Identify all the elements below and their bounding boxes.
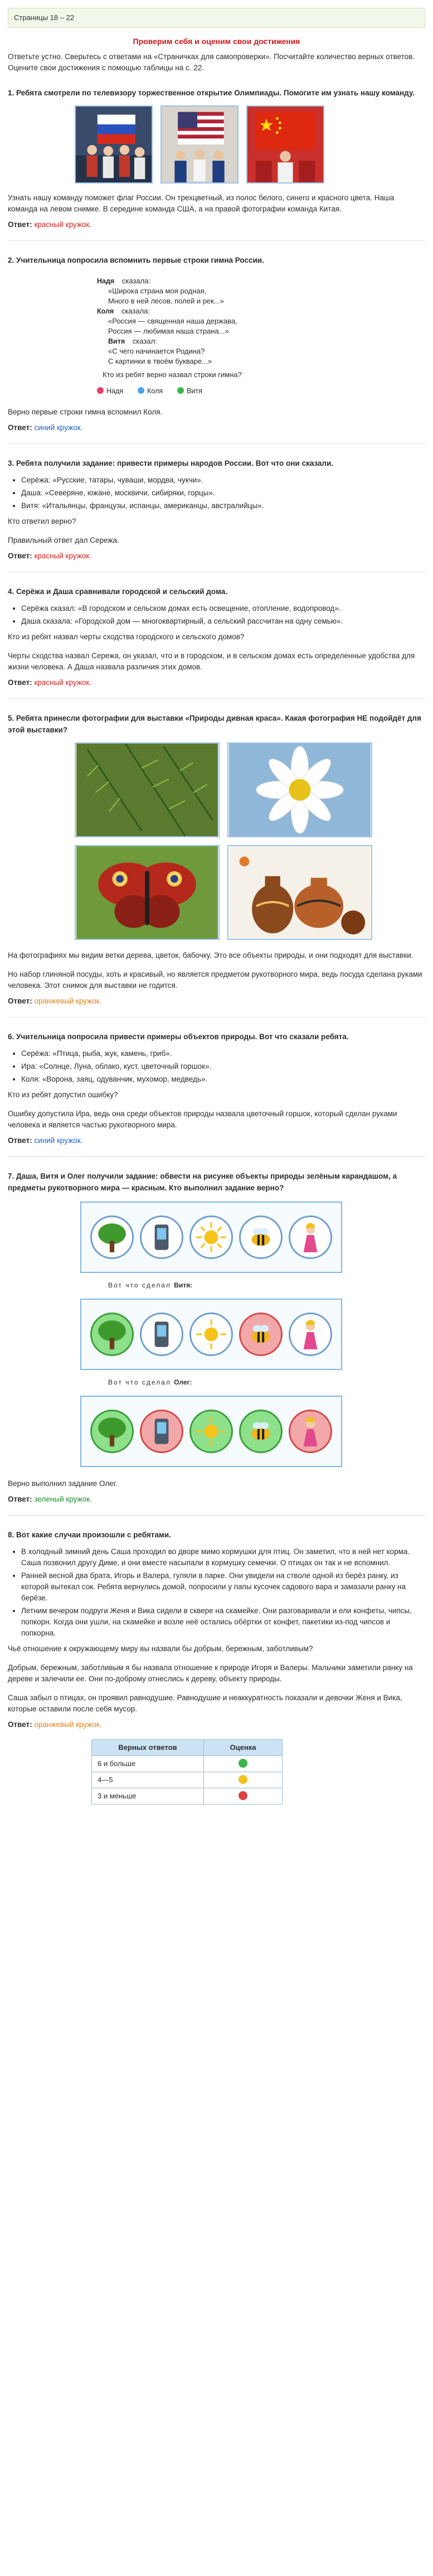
list-item: • Серёжа: «Русские, татары, чуваши, мордва, чукчи». — [21, 475, 425, 486]
list-item: • Летним вечером подруги Женя и Вика сидели в сквере на скамейке. Они разговаривали и ели конфеты, чипсы, попкорн. Когда они ушли, на скамейке и возле неё остались обёртки от конфет, пакетики из-под чипсов и попкорна. — [21, 1605, 425, 1639]
list-item: • Ира: «Солнце, Луна, облако, куст, цветочный горшок». — [21, 1061, 425, 1072]
divider — [8, 1515, 425, 1516]
table-header-row — [92, 1740, 283, 1756]
list-item: • Серёжа сказал: «В городском и сельском домах есть освещение, отопление, водопровод». — [21, 603, 425, 614]
legend-label: Надя — [106, 387, 124, 395]
said-text: сказала: — [121, 277, 151, 285]
answer-value: красный кружок. — [34, 552, 91, 560]
task-picture-oleg — [80, 1396, 342, 1467]
circle-sun[interactable] — [189, 1410, 233, 1453]
photo-china-team[interactable] — [246, 105, 324, 184]
q8-answer — [8, 1719, 425, 1730]
caption-name: Витя: — [174, 1281, 193, 1289]
q8-explanation-2: Саша забыл о птицах, он проявил равнодушие. Равнодушие и неаккуратность показали и девочки Женя и Вика, которые оставили после себя мусор. — [8, 1694, 402, 1713]
exhibition-photos — [75, 742, 425, 940]
q1-explanation: Узнать нашу команду поможет флаг России. Он трехцветный, из полос белого, синего и красного цвета. Наша команда на левом снимке. В середине команда США, а на правой фотографии команда Китая. — [8, 194, 395, 213]
q3-prompt: Кто ответил верно? — [8, 517, 76, 525]
oleg-caption — [108, 1377, 425, 1388]
column-header: Верных ответов — [92, 1740, 204, 1756]
column-header: Оценка — [204, 1740, 283, 1756]
vitya-caption — [108, 1280, 425, 1291]
answer-label: Ответ: — [8, 1720, 32, 1729]
q3-list — [8, 475, 425, 512]
anthem-poem — [97, 276, 425, 380]
question-1: 1. Ребята смотрели по телевизору торжественное открытие Олимпиады. Помогите им узнать нашу команду. — [8, 89, 415, 97]
list-item: • В холодный зимний день Саша проходил во дворе мимо кормушки для птиц. Он заметил, что в ней нет корма. Саша позвонил другу Диме, и они вместе насыпали в кормушку семечки. О птицах он так и не вспомнил. — [21, 1546, 425, 1569]
question-5: 5. Ребята принесли фотографии для выставки «Природы дивная краса». Какая фотография НЕ подойдёт для этой выставки? — [8, 714, 421, 734]
flower-icon — [228, 744, 371, 836]
red-face-icon — [239, 1791, 247, 1800]
table-cell — [204, 1756, 283, 1772]
bee-icon — [244, 1317, 278, 1352]
doll-icon — [293, 1414, 328, 1449]
speaker-kolya: Коля — [97, 307, 114, 315]
q2-explanation: Верно первые строки гимна вспомнил Коля. — [8, 408, 163, 416]
circle-phone[interactable] — [140, 1215, 183, 1259]
green-dot-icon — [177, 387, 184, 394]
q7-answer — [8, 1494, 425, 1505]
q4-answer — [8, 677, 425, 688]
photo-usa-team[interactable] — [160, 105, 239, 184]
answer-value: синий кружок. — [34, 423, 83, 432]
photo-flower[interactable] — [227, 742, 372, 837]
pink-dot-icon — [97, 387, 104, 394]
bottom-spacer — [8, 1805, 425, 1827]
divider — [8, 1156, 425, 1157]
answer-label: Ответ: — [8, 423, 32, 432]
answer-label: Ответ: — [8, 1136, 32, 1145]
list-item: • Серёжа: «Птица, рыба, жук, камень, гриб». — [21, 1048, 425, 1059]
photo-butterfly[interactable] — [75, 845, 220, 940]
sun-icon — [194, 1414, 228, 1449]
page-title: Проверим себя и оценим свои достижения — [133, 37, 300, 46]
question-4: 4. Серёжа и Даша сравнивали городской и сельский дома. — [8, 587, 228, 596]
table-row — [92, 1756, 283, 1772]
legend-nadya[interactable] — [97, 385, 123, 397]
poem-line: Много в ней лесов, полей и рек...» — [108, 297, 224, 305]
pages-range: Страницы 18 – 22 — [8, 8, 425, 28]
poem-line: «С чего начинается Родина? — [108, 347, 205, 355]
tree-icon — [95, 1317, 129, 1352]
table-cell — [204, 1772, 283, 1788]
circle-doll[interactable] — [289, 1410, 332, 1453]
pottery-icon — [228, 846, 371, 939]
q5-answer — [8, 996, 425, 1007]
score-table — [91, 1739, 283, 1805]
bee-icon — [244, 1220, 278, 1255]
sun-icon — [194, 1220, 228, 1255]
question-6: 6. Учительница попросила привести примеры объектов природы. Вот что сказали ребята. — [8, 1033, 349, 1041]
photo-russia-team[interactable] — [75, 105, 153, 184]
circle-sun[interactable] — [189, 1313, 233, 1356]
circle-bee[interactable] — [239, 1215, 283, 1259]
q8-explanation-1: Добрым, бережным, заботливым я бы назвала отношение к природе Игоря и Валеры. Мальчики заметили ранку на дереве и залечили ее. Они по-доброму отнеслись к дереву, объекту природы. — [8, 1663, 413, 1683]
circle-sun[interactable] — [189, 1215, 233, 1259]
q5-explanation-2: Но набор глиняной посуды, хоть и красивый, но является предметом рукотворного мира, ведь посуда сделана руками человека. Этот снимок для выставки не годится. — [8, 970, 422, 990]
q3-answer — [8, 551, 425, 562]
answer-label: Ответ: — [8, 1495, 32, 1503]
phone-icon — [144, 1317, 179, 1352]
q2-answer — [8, 422, 425, 433]
task-picture-blank — [80, 1202, 342, 1273]
q3-explanation: Правильный ответ дал Сережа. — [8, 536, 119, 544]
table-cell: 3 и меньше — [92, 1788, 204, 1805]
tree-icon — [95, 1414, 129, 1449]
q6-list — [8, 1048, 425, 1085]
photo-clay-pottery[interactable] — [227, 845, 372, 940]
legend-label: Витя — [187, 387, 202, 395]
answer-legend — [97, 385, 425, 397]
said-text: сказал: — [132, 337, 157, 345]
q6-prompt: Кто из ребят допустил ошибку? — [8, 1091, 118, 1099]
answer-label: Ответ: — [8, 997, 32, 1005]
circle-phone[interactable] — [140, 1410, 183, 1453]
tree-icon — [95, 1220, 129, 1255]
answer-value: красный кружок. — [34, 678, 91, 687]
green-face-icon — [239, 1759, 247, 1768]
q8-list — [8, 1546, 425, 1639]
doll-icon — [293, 1317, 328, 1352]
circle-bee[interactable] — [239, 1410, 283, 1453]
answer-value: синий кружок. — [34, 1136, 83, 1145]
table-row — [92, 1788, 283, 1805]
q4-list — [8, 603, 425, 627]
sun-icon — [194, 1317, 228, 1352]
blue-dot-icon — [138, 387, 144, 394]
bee-icon — [244, 1414, 278, 1449]
circle-bee[interactable] — [239, 1313, 283, 1356]
answer-label: Ответ: — [8, 220, 32, 229]
butterfly-icon — [76, 846, 218, 939]
olympic-photos — [75, 105, 425, 184]
q7-explanation: Верно выполнил задание Олег. — [8, 1479, 118, 1488]
answer-value: оранжевый кружок. — [34, 1720, 102, 1729]
table-row — [92, 1772, 283, 1788]
answer-label: Ответ: — [8, 552, 32, 560]
phone-icon — [144, 1414, 179, 1449]
question-3: 3. Ребята получили задание: привести примеры народов России. Вот что они сказали. — [8, 459, 334, 467]
table-cell: 6 и больше — [92, 1756, 204, 1772]
legend-vitya[interactable] — [177, 385, 202, 397]
answer-label: Ответ: — [8, 678, 32, 687]
poem-line: С картинки в твоём букваре...» — [108, 357, 212, 365]
caption-prefix: Вот что сделал — [108, 1281, 171, 1289]
list-item: • Даша: «Северяне, южане, москвичи, сибиряки, горцы». — [21, 488, 425, 499]
list-item: • Коля: «Ворона, заяц, одуванчик, мухомор, медведь». — [21, 1074, 425, 1085]
circle-phone[interactable] — [140, 1313, 183, 1356]
table-cell: 4—5 — [92, 1772, 204, 1788]
answer-value: красный кружок. — [34, 220, 91, 229]
fir-branch-icon — [76, 744, 218, 836]
question-2: 2. Учительница попросила вспомнить первые строки гимна России. — [8, 256, 264, 264]
poem-question: Кто из ребят верно назвал строки гимна? — [103, 370, 242, 379]
legend-label: Коля — [147, 387, 163, 395]
page — [0, 8, 433, 1827]
divider — [8, 240, 425, 241]
speaker-nadya: Надя — [97, 277, 115, 285]
circle-doll[interactable] — [289, 1215, 332, 1259]
list-item: • Ранней весной два брата, Игорь и Валера, гуляли в парке. Они увидели на стволе одной из берёз ранку, из которой вытекал сок. Ребята вернулись домой, попросили у папы кусочек садового вара и замазали ранку на берёзе. — [21, 1570, 425, 1604]
q4-explanation: Черты сходства назвал Сережа, он указал, что и в городском, и в сельском домах есть определенные удобства для жизни человека. А Даша назвала различия этих домов. — [8, 652, 415, 671]
question-8: 8. Вот какие случаи произошли с ребятами. — [8, 1531, 171, 1539]
doll-icon — [293, 1220, 328, 1255]
list-item: • Витя: «Итальянцы, французы, испанцы, американцы, австралийцы». — [21, 500, 425, 512]
task-picture-vitya — [80, 1299, 342, 1370]
yellow-face-icon — [239, 1775, 247, 1784]
circle-tree[interactable] — [90, 1215, 134, 1259]
list-item: • Даша сказала: «Городской дом — многоквартирный, а сельский рассчитан на одну семью». — [21, 616, 425, 627]
photo-fir-branches[interactable] — [75, 742, 220, 837]
circle-doll[interactable] — [289, 1313, 332, 1356]
q8-prompt: Чьё отношение к окружающему миру вы назвали бы добрым, бережным, заботливым? — [8, 1644, 313, 1653]
divider — [8, 698, 425, 699]
caption-prefix: Вот что сделал — [108, 1378, 171, 1386]
q6-explanation: Ошибку допустила Ира, ведь она среди объектов природы назвала цветочный горшок, который сделан руками человека и является частью рукотворного мира. — [8, 1109, 397, 1129]
said-text: сказала: — [121, 307, 150, 315]
intro-text: Ответьте устно. Сверьтесь с ответами на «Страничках для самопроверки». Посчитайте количество верных ответов. Оцените свои достижения с помощью таблицы на с. 22. — [8, 52, 415, 72]
russia-flag-photo-icon — [76, 107, 152, 182]
circle-tree[interactable] — [90, 1313, 134, 1356]
q1-answer — [8, 219, 425, 230]
table-cell — [204, 1788, 283, 1805]
china-flag-photo-icon — [247, 107, 323, 182]
answer-value: оранжевый кружок. — [34, 997, 102, 1005]
poem-line: Россия — любимая наша страна...» — [108, 327, 229, 335]
legend-kolya[interactable] — [138, 385, 163, 397]
caption-name: Олег: — [174, 1378, 192, 1386]
q6-answer — [8, 1135, 425, 1146]
phone-icon — [144, 1220, 179, 1255]
q4-prompt: Кто из ребят назвал черты сходства городского и сельского домов? — [8, 633, 245, 641]
speaker-vitya: Витя — [108, 337, 125, 345]
q5-explanation-1: На фотографиях мы видим ветки дерева, цветок, бабочку. Это все объекты природы, и они подходят для выставки. — [8, 951, 413, 959]
answer-value: зеленый кружок. — [34, 1495, 92, 1503]
divider — [8, 443, 425, 444]
poem-line: «Россия — священная наша держава, — [108, 317, 237, 325]
usa-flag-photo-icon — [162, 107, 237, 182]
poem-line: «Широка страна моя родная, — [108, 287, 207, 295]
circle-tree[interactable] — [90, 1410, 134, 1453]
question-7: 7. Даша, Витя и Олег получили задание: обвести на рисунке объекты природы зелёным карандашом, а предметы рукотворного мира — красным. Кто выполнил задание верно? — [8, 1172, 397, 1192]
